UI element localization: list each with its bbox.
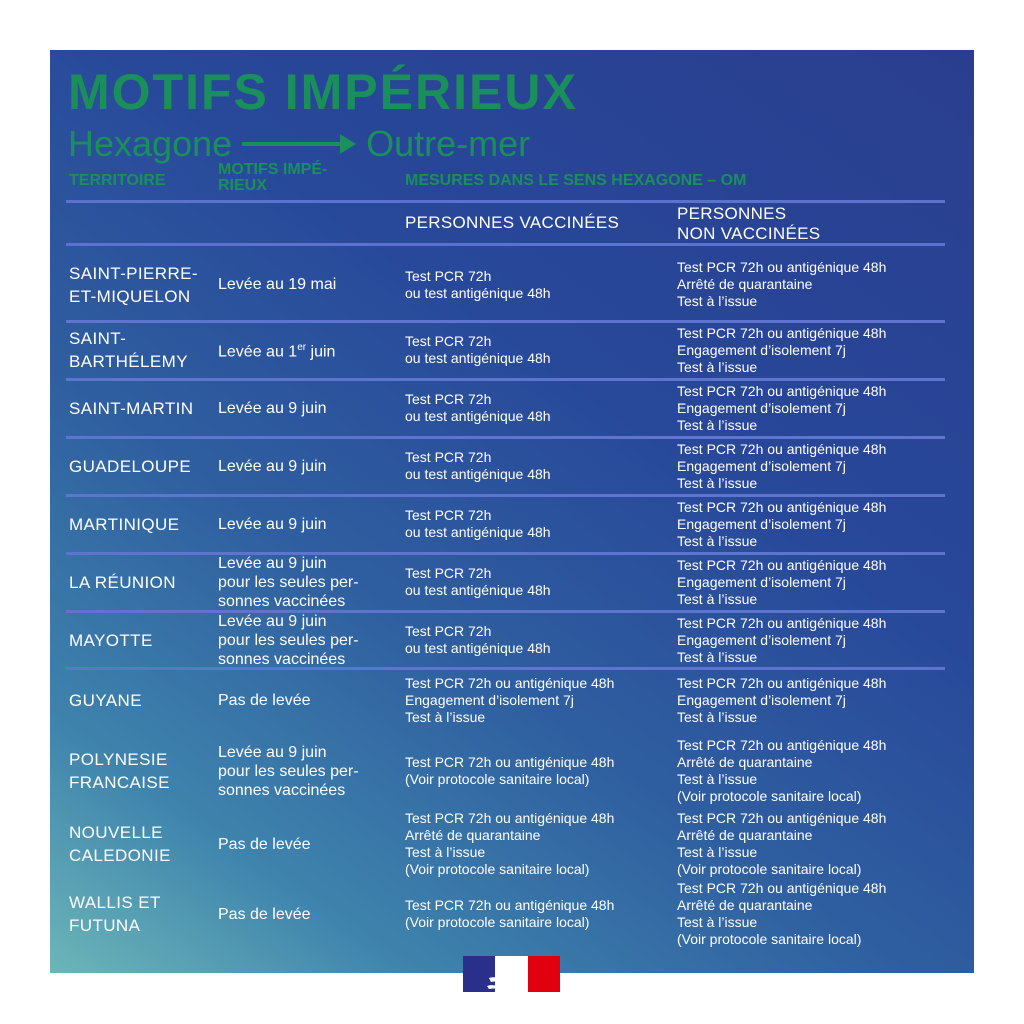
motif-cell: Levée au 19 mai xyxy=(218,276,337,293)
non-vaccinees-cell: Test PCR 72h ou antigénique 48h Engagement d’isolement 7j Test à l’issue xyxy=(677,556,887,607)
territoire-cell: SAINT- BARTHÉLEMY xyxy=(69,329,188,371)
marianne-profile-icon xyxy=(485,956,535,992)
territoire-cell: GUYANE xyxy=(69,690,142,710)
motif-cell: Levée au 9 juin pour les seules per- sonnes vaccinées xyxy=(218,743,359,799)
non-vaccinees-cell: Test PCR 72h ou antigénique 48h Arrêté de quarantaine Test à l’issue (Voir protocole sanitaire local) xyxy=(677,737,887,804)
arrow-right-icon xyxy=(240,132,358,156)
motif-cell: Levée au 9 juin xyxy=(218,399,327,417)
vaccinees-cell: Test PCR 72h ou test antigénique 48h xyxy=(405,507,551,540)
header-mesures: MESURES DANS LE SENS HEXAGONE – OM xyxy=(405,172,747,189)
territoire-cell: MARTINIQUE xyxy=(69,514,180,534)
vaccinees-cell: Test PCR 72h ou test antigénique 48h xyxy=(405,267,551,301)
marianne-flag-logo xyxy=(463,956,560,992)
motif-cell: Pas de levée xyxy=(218,835,311,853)
non-vaccinees-cell: Test PCR 72h ou antigénique 48h Engagement d’isolement 7j Test à l’issue xyxy=(677,498,887,549)
territoire-cell: MAYOTTE xyxy=(69,630,153,650)
header-vaccinees: PERSONNES VACCINÉES xyxy=(405,213,620,232)
non-vaccinees-cell: Test PCR 72h ou antigénique 48h Engagement d’isolement 7j Test à l’issue xyxy=(677,674,887,725)
vaccinees-cell: Test PCR 72h ou antigénique 48h (Voir protocole sanitaire local) xyxy=(405,897,615,930)
territoire-cell: GUADELOUPE xyxy=(69,456,192,476)
motif-text: Levée au 1 xyxy=(218,343,298,361)
motif-cell: Levée au 9 juin xyxy=(218,515,327,533)
vaccinees-cell: Test PCR 72h ou antigénique 48h Arrêté de quarantaine Test à l’issue (Voir protocole sanitaire local) xyxy=(405,810,615,877)
motif-superscript: er xyxy=(297,342,307,354)
territoire-cell: LA RÉUNION xyxy=(69,572,176,592)
territoire-cell: NOUVELLE CALEDONIE xyxy=(69,823,171,865)
header-non-vaccinees: PERSONNES NON VACCINÉES xyxy=(677,204,821,243)
vaccinees-cell: Test PCR 72h ou antigénique 48h Engagement d’isolement 7j Test à l’issue xyxy=(405,674,615,725)
non-vaccinees-cell: Test PCR 72h ou antigénique 48h Engagement d’isolement 7j Test à l’issue xyxy=(677,382,887,433)
vaccinees-cell: Test PCR 72h ou test antigénique 48h xyxy=(405,391,551,424)
subheader-rule xyxy=(66,243,945,246)
page-title: MOTIFS IMPÉRIEUX xyxy=(68,64,578,120)
motif-cell: Levée au 9 juin pour les seules per- sonnes vaccinées xyxy=(218,612,359,668)
motif-cell: Levée au 9 juin xyxy=(218,457,327,475)
territoire-cell: SAINT-PIERRE- ET-MIQUELON xyxy=(69,263,198,306)
territoire-cell: WALLIS ET FUTUNA xyxy=(69,893,161,935)
subtitle-to: Outre-mer xyxy=(366,123,531,164)
non-vaccinees-cell: Test PCR 72h ou antigénique 48h Engagement d’isolement 7j Test à l’issue xyxy=(677,324,887,375)
motif-cell: Pas de levée xyxy=(218,691,311,709)
header-rule xyxy=(66,200,945,203)
non-vaccinees-cell: Test PCR 72h ou antigénique 48h Engagement d’isolement 7j Test à l’issue xyxy=(677,440,887,491)
non-vaccinees-cell: Test PCR 72h ou antigénique 48h Engagement d’isolement 7j Test à l’issue xyxy=(677,614,887,665)
vaccinees-cell: Test PCR 72h ou test antigénique 48h xyxy=(405,565,551,598)
territoire-cell: SAINT-MARTIN xyxy=(69,398,194,418)
infographic-panel xyxy=(50,50,974,973)
header-motifs: MOTIFS IMPÉ- RIEUX xyxy=(218,161,328,194)
territoire-cell: POLYNESIE FRANCAISE xyxy=(69,750,170,792)
vaccinees-cell: Test PCR 72h ou antigénique 48h (Voir protocole sanitaire local) xyxy=(405,754,615,787)
vaccinees-cell: Test PCR 72h ou test antigénique 48h xyxy=(405,333,551,366)
motif-text-end: juin xyxy=(306,343,336,361)
non-vaccinees-cell: Test PCR 72h ou antigénique 48h Arrêté de quarantaine Test à l’issue (Voir protocole sanitaire local) xyxy=(677,810,887,877)
row-divider xyxy=(66,667,945,670)
non-vaccinees-cell: Test PCR 72h ou antigénique 48h Arrêté de quarantaine Test à l’issue xyxy=(677,259,887,309)
non-vaccinees-cell: Test PCR 72h ou antigénique 48h Arrêté de quarantaine Test à l’issue (Voir protocole sanitaire local) xyxy=(677,880,887,947)
motif-cell xyxy=(218,323,398,377)
motif-cell: Levée au 9 juin pour les seules per- sonnes vaccinées xyxy=(218,554,359,610)
header-territoire: TERRITOIRE xyxy=(69,172,166,189)
motif-cell: Pas de levée xyxy=(218,905,311,923)
vaccinees-cell: Test PCR 72h ou test antigénique 48h xyxy=(405,623,551,656)
subtitle xyxy=(68,122,530,166)
vaccinees-cell: Test PCR 72h ou test antigénique 48h xyxy=(405,449,551,482)
subtitle-from: Hexagone xyxy=(68,123,233,164)
